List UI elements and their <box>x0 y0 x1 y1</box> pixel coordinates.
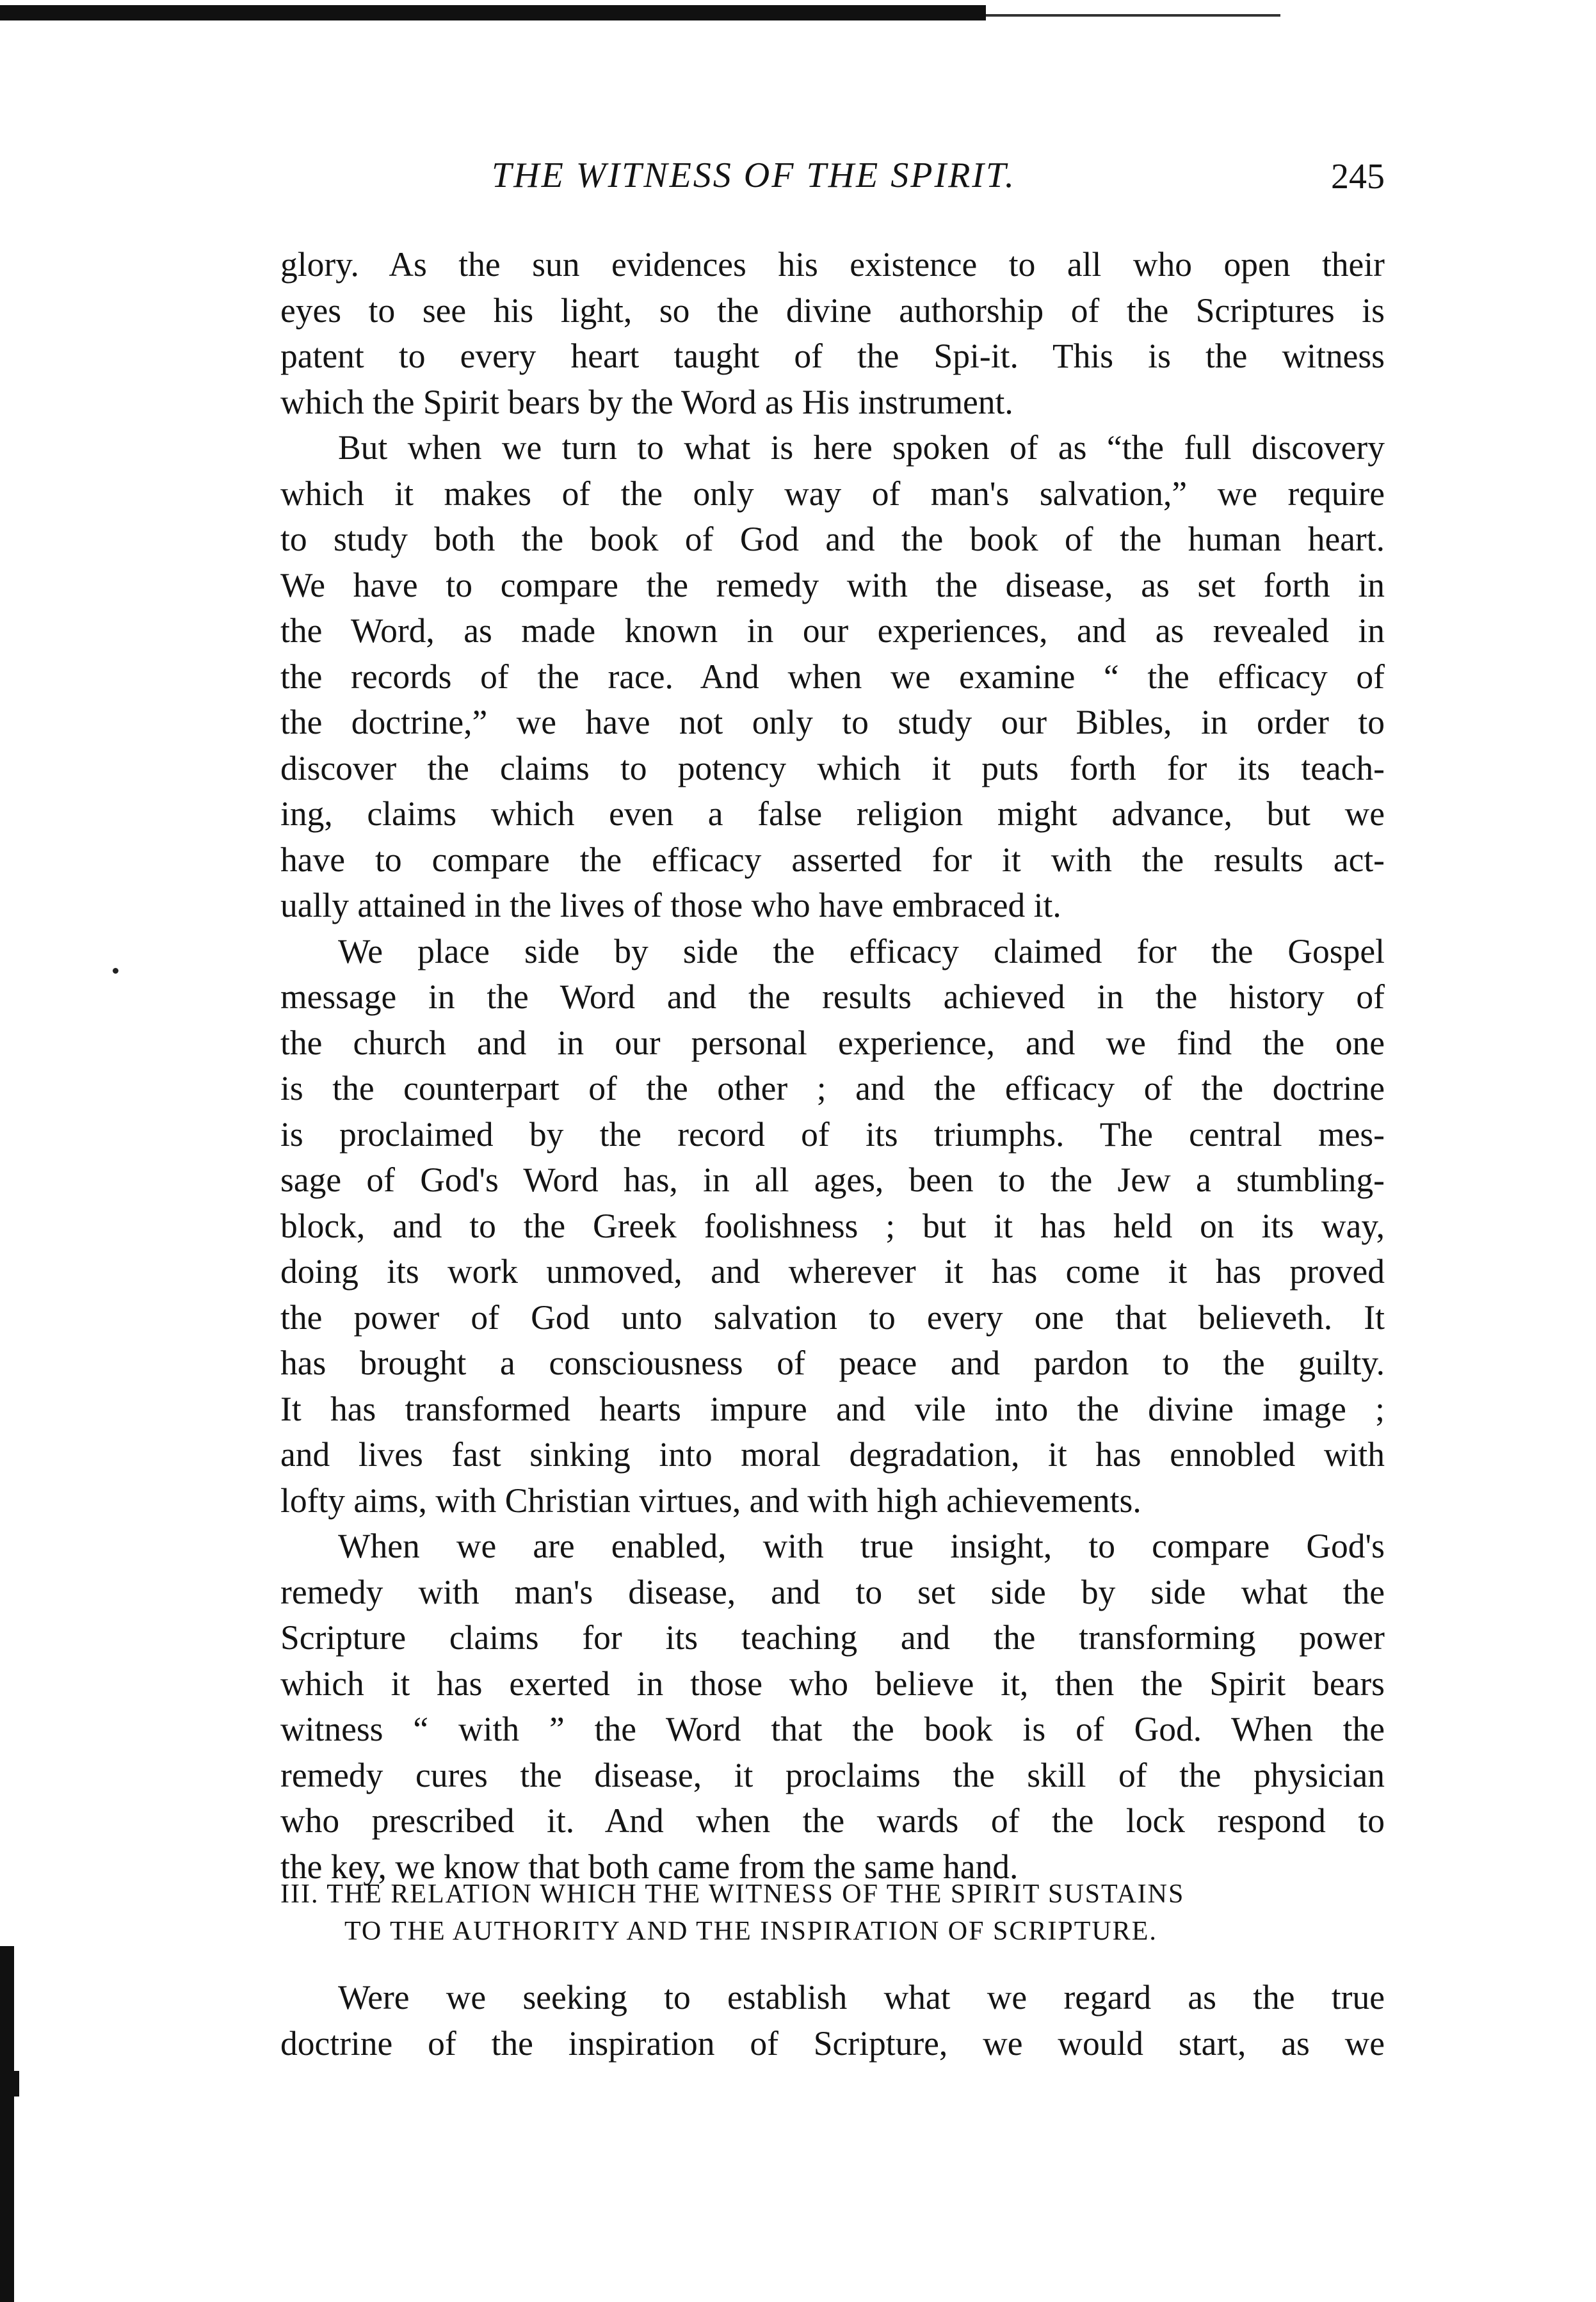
text-line: the church and in our personal experience, and we find the one <box>280 1023 1385 1062</box>
text-line: who prescribed it. And when the wards of the lock respond to <box>280 1801 1385 1840</box>
scan-top-rule-thin <box>986 14 1280 17</box>
text-line: the power of God unto salvation to every one that believeth. It <box>280 1298 1385 1337</box>
text-line: which the Spirit bears by the Word as His instrument. <box>280 382 1013 421</box>
text-line: ing, claims which even a false religion might advance, but we <box>280 794 1385 833</box>
scan-left-margin-mark <box>0 1946 14 2302</box>
text-line: the Word, as made known in our experiences, and as revealed in <box>280 611 1385 650</box>
text-line: Scripture claims for its teaching and the transforming power <box>280 1618 1385 1657</box>
text-line: is proclaimed by the record of its triumphs. The central mes- <box>280 1115 1385 1154</box>
text-line: the doctrine,” we have not only to study our Bibles, in order to <box>280 703 1385 741</box>
text-line: ually attained in the lives of those who have embraced it. <box>280 886 1061 924</box>
text-line: sage of God's Word has, in all ages, been to the Jew a stumbling- <box>280 1161 1385 1199</box>
text-line: It has transformed hearts impure and vile into the divine image ; <box>280 1389 1385 1428</box>
paragraph <box>280 929 1385 1524</box>
text-line: eyes to see his light, so the divine authorship of the Scriptures is <box>280 291 1385 330</box>
body-text <box>280 242 1385 1890</box>
text-line: remedy with man's disease, and to set side by side what the <box>280 1572 1385 1611</box>
text-line: have to compare the efficacy asserted for it with the results act- <box>280 840 1385 879</box>
text-line: message in the Word and the results achieved in the history of <box>280 978 1385 1016</box>
text-line: Were we seeking to establish what we regard as the true <box>338 1978 1385 2016</box>
section-heading-line: III. THE RELATION WHICH THE WITNESS OF THE SPIRIT SUSTAINS <box>280 1879 1185 1909</box>
text-line: to study both the book of God and the book of the human heart. <box>280 520 1385 558</box>
text-line: When we are enabled, with true insight, to compare God's <box>338 1527 1385 1565</box>
section-heading <box>280 1876 1385 1950</box>
text-line: We have to compare the remedy with the disease, as set forth in <box>280 565 1385 604</box>
text-line: which it has exerted in those who believe it, then the Spirit bears <box>280 1664 1385 1703</box>
text-line: block, and to the Greek foolishness ; but it has held on its way, <box>280 1206 1385 1245</box>
text-line: But when we turn to what is here spoken of as “the full discovery <box>338 428 1385 467</box>
scan-top-rule <box>0 5 986 20</box>
text-line: has brought a consciousness of peace and pardon to the guilty. <box>280 1344 1385 1382</box>
text-line: is the counterpart of the other ; and the efficacy of the doctrine <box>280 1069 1385 1107</box>
page-header <box>280 147 1385 211</box>
text-line: doctrine of the inspiration of Scripture, we would start, as we <box>280 2024 1385 2063</box>
text-line: doing its work unmoved, and wherever it has come it has proved <box>280 1252 1385 1291</box>
text-line: patent to every heart taught of the Spi-it. This is the witness <box>280 337 1385 375</box>
paragraph <box>280 425 1385 929</box>
running-title: THE WITNESS OF THE SPIRIT. <box>492 156 1016 195</box>
paragraph <box>280 242 1385 425</box>
text-line: the key, we know that both came from the same hand. <box>280 1847 1019 1886</box>
page-number: 245 <box>1331 157 1385 197</box>
scan-left-margin-notch <box>0 2071 19 2097</box>
paragraph <box>280 1975 1385 2066</box>
section-heading-line: TO THE AUTHORITY AND THE INSPIRATION OF SCRIPTURE. <box>344 1917 1157 1946</box>
text-line: We place side by side the efficacy claimed for the Gospel <box>338 931 1385 970</box>
text-line: witness “ with ” the Word that the book is of God. When the <box>280 1710 1385 1748</box>
scan-stray-dot <box>113 968 118 974</box>
text-line: lofty aims, with Christian virtues, and with high achievements. <box>280 1481 1141 1520</box>
text-line: the records of the race. And when we examine “ the efficacy of <box>280 657 1385 696</box>
text-line: remedy cures the disease, it proclaims the skill of the physician <box>280 1755 1385 1794</box>
text-line: and lives fast sinking into moral degradation, it has ennobled with <box>280 1435 1385 1474</box>
text-line: which it makes of the only way of man's salvation,” we require <box>280 474 1385 513</box>
paragraph <box>280 1524 1385 1890</box>
text-line: discover the claims to potency which it puts forth for its teach- <box>280 748 1385 787</box>
text-line: glory. As the sun evidences his existence to all who open their <box>280 245 1385 284</box>
